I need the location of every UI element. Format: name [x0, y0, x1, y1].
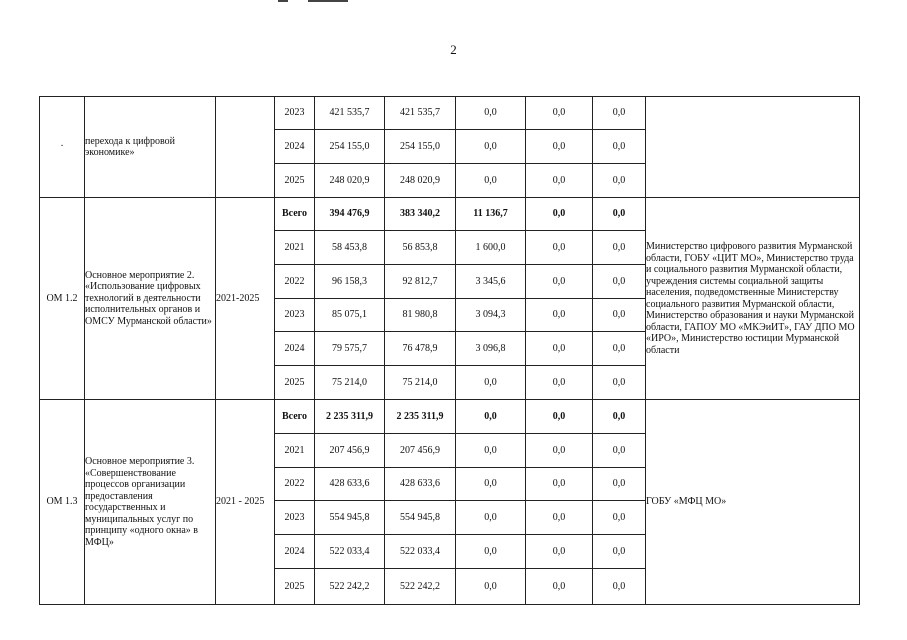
federal-cell: 0,0: [456, 501, 526, 535]
continuation-marker: ·: [40, 97, 85, 198]
budget-cell: 383 340,2: [385, 198, 456, 231]
other-cell: 0,0: [593, 299, 646, 332]
local-cell: 0,0: [526, 97, 593, 130]
other-cell: 0,0: [593, 198, 646, 231]
local-cell: 0,0: [526, 366, 593, 400]
page-number: 2: [450, 42, 457, 57]
year-cell: Всего: [275, 400, 315, 434]
other-cell: 0,0: [593, 366, 646, 400]
federal-cell: 0,0: [456, 130, 526, 164]
budget-cell: 428 633,6: [385, 468, 456, 501]
total-cell: 58 453,8: [315, 231, 385, 265]
local-cell: 0,0: [526, 299, 593, 332]
budget-cell: 56 853,8: [385, 231, 456, 265]
total-cell: 254 155,0: [315, 130, 385, 164]
local-cell: 0,0: [526, 265, 593, 299]
other-cell: 0,0: [593, 400, 646, 434]
activity-name: Основное мероприятие 3. «Совершенствование процессов организации предоставления государственных и муниципальных услуг по принципу «одного окна» в МФЦ»: [85, 400, 216, 605]
year-cell: 2022: [275, 265, 315, 299]
total-cell: 207 456,9: [315, 434, 385, 468]
local-cell: 0,0: [526, 400, 593, 434]
activity-code: ОМ 1.2: [40, 198, 85, 400]
federal-cell: 0,0: [456, 366, 526, 400]
total-cell: 248 020,9: [315, 164, 385, 198]
local-cell: 0,0: [526, 164, 593, 198]
activity-name: Основное мероприятие 2. «Использование цифровых технологий в деятельности исполнительных органов и ОМСУ Мурманской области»: [85, 198, 216, 400]
year-cell: 2024: [275, 535, 315, 569]
local-cell: 0,0: [526, 434, 593, 468]
budget-cell: 75 214,0: [385, 366, 456, 400]
other-cell: 0,0: [593, 130, 646, 164]
local-cell: 0,0: [526, 130, 593, 164]
other-cell: 0,0: [593, 97, 646, 130]
year-cell: 2021: [275, 434, 315, 468]
other-cell: 0,0: [593, 231, 646, 265]
total-cell: 522 033,4: [315, 535, 385, 569]
year-cell: 2024: [275, 130, 315, 164]
year-cell: 2025: [275, 366, 315, 400]
activity-period: 2021-2025: [216, 198, 275, 400]
federal-cell: 0,0: [456, 535, 526, 569]
federal-cell: 0,0: [456, 97, 526, 130]
local-cell: 0,0: [526, 501, 593, 535]
other-cell: 0,0: [593, 569, 646, 605]
local-cell: 0,0: [526, 468, 593, 501]
budget-cell: 76 478,9: [385, 332, 456, 366]
period-cell: [216, 97, 275, 198]
budget-cell: 522 033,4: [385, 535, 456, 569]
budget-cell: 421 535,7: [385, 97, 456, 130]
federal-cell: 11 136,7: [456, 198, 526, 231]
year-cell: 2023: [275, 299, 315, 332]
budget-cell: 207 456,9: [385, 434, 456, 468]
federal-cell: 0,0: [456, 569, 526, 605]
local-cell: 0,0: [526, 332, 593, 366]
federal-cell: 0,0: [456, 434, 526, 468]
budget-cell: 254 155,0: [385, 130, 456, 164]
year-cell: 2021: [275, 231, 315, 265]
federal-cell: 0,0: [456, 164, 526, 198]
table-row: [40, 198, 860, 231]
total-cell: 394 476,9: [315, 198, 385, 231]
federal-cell: 0,0: [456, 468, 526, 501]
year-cell: 2023: [275, 97, 315, 130]
total-cell: 554 945,8: [315, 501, 385, 535]
other-cell: 0,0: [593, 164, 646, 198]
total-cell: 421 535,7: [315, 97, 385, 130]
budget-cell: 248 020,9: [385, 164, 456, 198]
budget-cell: 92 812,7: [385, 265, 456, 299]
local-cell: 0,0: [526, 231, 593, 265]
other-cell: 0,0: [593, 468, 646, 501]
federal-cell: 3 345,6: [456, 265, 526, 299]
federal-cell: 3 094,3: [456, 299, 526, 332]
activity-name-continuation: перехода к цифровой экономике»: [85, 97, 216, 198]
activity-executors: Министерство цифрового развития Мурманской области, ГОБУ «ЦИТ МО», Министерство труда и социального развития Мурманской области, учреждения системы социальной защиты населения, подведомственные Министерству социального развития Мурманской области, Министерство образования и науки Мурманской области, ГАПОУ МО «МКЭиИТ», ГАУ ДПО МО «ИРО», Министерство юстиции Мурманской области: [646, 198, 860, 400]
activity-executors: ГОБУ «МФЦ МО»: [646, 400, 860, 605]
year-cell: 2025: [275, 569, 315, 605]
year-cell: 2024: [275, 332, 315, 366]
year-cell: 2025: [275, 164, 315, 198]
total-cell: 79 575,7: [315, 332, 385, 366]
local-cell: 0,0: [526, 569, 593, 605]
budget-cell: 554 945,8: [385, 501, 456, 535]
table-row: [40, 97, 860, 130]
budget-cell: 81 980,8: [385, 299, 456, 332]
year-cell: 2022: [275, 468, 315, 501]
total-cell: 85 075,1: [315, 299, 385, 332]
local-cell: 0,0: [526, 198, 593, 231]
federal-cell: 1 600,0: [456, 231, 526, 265]
other-cell: 0,0: [593, 434, 646, 468]
federal-cell: 0,0: [456, 400, 526, 434]
other-cell: 0,0: [593, 501, 646, 535]
total-cell: 96 158,3: [315, 265, 385, 299]
year-cell: 2023: [275, 501, 315, 535]
scan-mark-left: [278, 0, 288, 2]
total-cell: 428 633,6: [315, 468, 385, 501]
scan-mark-right: [308, 0, 348, 2]
total-cell: 75 214,0: [315, 366, 385, 400]
budget-cell: 2 235 311,9: [385, 400, 456, 434]
local-cell: 0,0: [526, 535, 593, 569]
budget-cell: 522 242,2: [385, 569, 456, 605]
other-cell: 0,0: [593, 265, 646, 299]
executors-cell: [646, 97, 860, 198]
year-cell: Всего: [275, 198, 315, 231]
total-cell: 2 235 311,9: [315, 400, 385, 434]
table-row: [40, 400, 860, 434]
other-cell: 0,0: [593, 332, 646, 366]
other-cell: 0,0: [593, 535, 646, 569]
funding-table: [39, 96, 860, 605]
total-cell: 522 242,2: [315, 569, 385, 605]
activity-period: 2021 - 2025: [216, 400, 275, 605]
federal-cell: 3 096,8: [456, 332, 526, 366]
activity-code: ОМ 1.3: [40, 400, 85, 605]
